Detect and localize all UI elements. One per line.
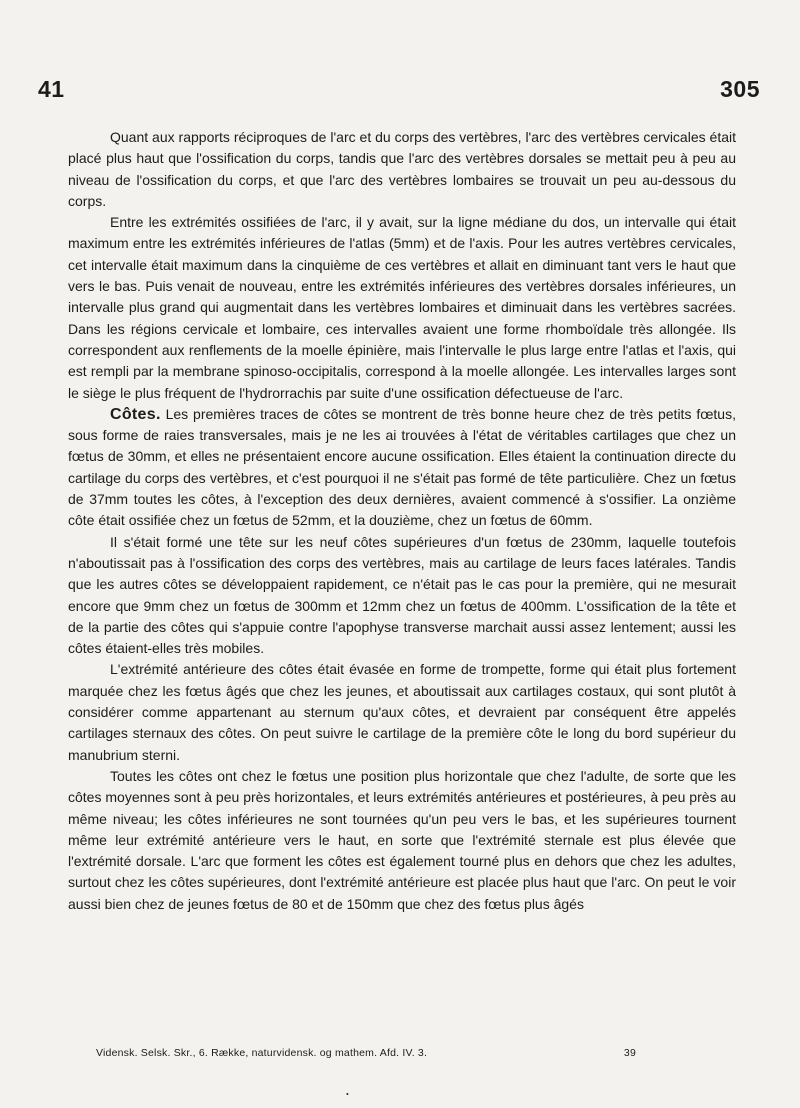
paragraph-cotes-text: Les premières traces de côtes se montrent de très bonne heure chez de très petits fœtus, sous forme de raies transversales, mais je ne les ai trouvées à l'état de véritables cartilages que chez un fœtus de 30mm, et elles ne présentaient encore aucune ossification. Elles étaient la continuation directe du cartilage du corps des vertèbres, et c'est pourquoi il ne s'était pas formé de tête particulière. Chez un fœtus de 37mm toutes les côtes, à l'exception des deux dernières, avaient commencé à s'ossifier. La onzième côte était ossifiée chez un fœtus de 52mm, et la douzième, chez un fœtus de 60mm.	[68, 405, 736, 529]
left-page-number: 41	[38, 76, 65, 102]
paragraph-tete: Il s'était formé une tête sur les neuf côtes supérieures d'un fœtus de 230mm, laquelle toutefois n'aboutissait pas à l'ossification des corps des vertèbres, mais au cartilage de leurs faces latérales. Tandis que les autres côtes se développaient rapidement, ce n'était pas le cas pour la première, qui ne mesurait encore que 9mm chez un fœtus de 300mm et 12mm chez un fœtus de 400mm. L'ossification de la tête et de la partie des côtes qui s'appuie contre l'apophyse transverse marchait aussi assez lentement; aussi les côtes étaient-elles très mobiles.	[68, 533, 736, 657]
paragraph-arc-corps: Quant aux rapports réciproques de l'arc et du corps des vertèbres, l'arc des vertèbres cervicales était placé plus haut que l'ossification du corps, tandis que l'arc des vertèbres dorsales se mettait peu à peu au niveau de l'ossification du corps, et que l'arc des vertèbres lombaires se trouvait un peu au-dessous du corps.	[68, 129, 736, 209]
paragraph-extremite: L'extrémité antérieure des côtes était évasée en forme de trompette, forme qui était plus fortement marquée chez les fœtus âgés que chez les jeunes, et aboutissait aux cartilages costaux, qui sont plutôt à considérer comme appartenant au sternum qu'aux côtes, et devraient par conséquent être appelés cartilages sternaux des côtes. On peut suivre le cartilage de la première côte le long du bord supérieur du manubrium sterni.	[68, 661, 736, 763]
page-header	[38, 76, 760, 103]
right-page-number: 305	[720, 76, 760, 102]
body-text	[68, 127, 736, 915]
paragraph-position: Toutes les côtes ont chez le fœtus une position plus horizontale que chez l'adulte, de sorte que les côtes moyennes sont à peu près horizontales, et leurs extrémités antérieures et postérieures, à peu près au même niveau; les côtes inférieures ne sont tournées qu'un peu vers le bas, et les supérieures tournent même leur extrémité antérieure vers le haut, en sorte que l'extrémité sternale est plus élevée que l'extrémité dorsale. L'arc que forment les côtes est également tourné plus en dehors que chez les adultes, surtout chez les côtes supérieures, dont l'extrémité antérieure est placée plus haut que l'arc. On peut le voir aussi bien chez de jeunes fœtus de 80 et de 150mm que chez des fœtus plus âgés	[68, 767, 736, 912]
paragraph-intervalles: Entre les extrémités ossifiées de l'arc, il y avait, sur la ligne médiane du dos, un intervalle qui était maximum entre les extrémités inférieures de l'atlas (5mm) et de l'axis. Pour les autres vertèbres cervicales, cet intervalle était maximum dans la cinquième de ces vertèbres et allait en diminuant tant vers le haut que vers le bas. Puis venait de nouveau, entre les extrémités inférieures des vertèbres dorsales inférieures, un intervalle plus grand qui augmentait dans les vertèbres lombaires et diminuait dans les vertèbres sacrées. Dans les régions cervicale et lombaire, ces intervalles avaient une forme rhomboïdale très allongée. Ils correspondent aux renflements de la moelle épinière, mais l'intervalle le plus large entre l'atlas et l'axis, qui est rempli par la membrane spinoso-occipitalis, correspond à la moelle allongée. Les intervalles larges sont le siège le plus fréquent de l'hydrorrachis par suite d'une ossification défectueuse de l'arc.	[68, 214, 736, 401]
print-speck: •	[346, 1090, 349, 1099]
page-footer	[96, 1047, 636, 1059]
section-heading-cotes: Côtes.	[110, 405, 161, 423]
footer-citation: Vidensk. Selsk. Skr., 6. Række, naturvidensk. og mathem. Afd. IV. 3.	[96, 1047, 428, 1059]
paragraph-cotes	[68, 404, 736, 532]
signature-mark: 39	[623, 1047, 636, 1059]
